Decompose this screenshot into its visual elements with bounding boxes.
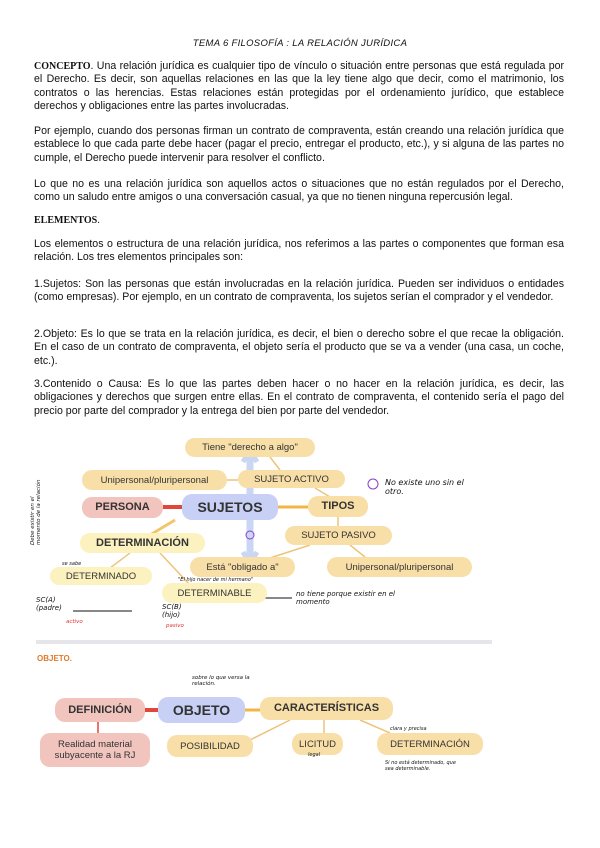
determinable-node: DETERMINABLE (162, 583, 267, 603)
persona-node: PERSONA (82, 497, 163, 518)
concepto-heading: CONCEPTO (34, 61, 91, 72)
elementos-dot: . (97, 214, 101, 226)
note-scb: SC(B) (hijo) (162, 603, 182, 619)
contenido-paragraph: 3.Contenido o Causa: Es lo que las partes deben hacer o no hacer en la relación jurídica, es decir, las obligaciones y derechos que surgen entre ellas. En el contrato de compraventa, el contenido sería el pago del precio por parte del comprador y la entrega del bien por parte del vendedor. (34, 378, 564, 417)
objeto-node: OBJETO (158, 697, 245, 723)
elementos-label: ELEMENTOS (34, 215, 98, 226)
example-paragraph: Por ejemplo, cuando dos personas firman un contrato de compraventa, están creando una relación jurídica que establece lo que cada parte debe hacer (pagar el precio, entregar el producto, etc.), y si alguna de las partes no cumple, el Derecho puede intervenir para resolver el conflicto. (34, 125, 564, 164)
document-title: TEMA 6 FILOSOFÍA : LA RELACIÓN JURÍDICA (192, 38, 408, 49)
not-relation-paragraph: Lo que no es una relación jurídica son aquellos actos o situaciones que no están regulados por el Derecho, como un saludo entre amigos o una conversación casual, ya que no tienen ninguna repercusión legal. (34, 178, 564, 204)
unipersonal-activo-node: Unipersonal/pluripersonal (82, 470, 227, 490)
note-sca: SC(A) (padre) (36, 596, 62, 612)
elementos-intro: Los elementos o estructura de una relación jurídica, nos referimos a las partes o componentes que forman esa relación. Los tres elementos principales son: (34, 238, 564, 264)
note-no-existe: No existe uno sin el otro. (385, 478, 464, 496)
sujetos-node: SUJETOS (182, 494, 278, 520)
note-si-no-determinado: Si no está determinado, que sea determinable. (385, 760, 456, 772)
note-se-sabe: se sabe (62, 561, 82, 567)
sujeto-activo-node: SUJETO ACTIVO (238, 470, 345, 488)
note-legal: legal (308, 752, 321, 758)
obligado-node: Está "obligado a" (190, 557, 295, 577)
note-activo: activo (66, 619, 83, 625)
note-sobre-lo-que: sobre lo que versa la relación. (192, 675, 250, 687)
objeto-paragraph: 2.Objeto: Es lo que se trata en la relación jurídica, es decir, el bien o derecho sobre el que recae la obligación. En el caso de un contrato de compraventa, el objeto sería el producto que se va a vender (una casa, un coche, etc.). (34, 328, 564, 367)
licitud-node: LICITUD (292, 733, 343, 755)
sujeto-pasivo-node: SUJETO PASIVO (285, 526, 392, 545)
caracteristicas-node: CARACTERÍSTICAS (260, 697, 393, 720)
definicion-node: DEFINICIÓN (55, 698, 145, 722)
tipos-node: TIPOS (308, 496, 368, 517)
determinacion-node: DETERMINACIÓN (80, 533, 205, 553)
unipersonal-pasivo-node: Unipersonal/pluripersonal (327, 557, 472, 577)
note-debe-existir: Debe existir en el momento de la relación (30, 479, 42, 545)
concepto-text: . Una relación jurídica es cualquier tipo de vínculo o situación entre personas que está regulada por el Derecho. Es decir, son aquellas relaciones en las que la ley tiene algo que decir, como el matrimonio, los contratos o las herencias. Estas relaciones están protegidas por el ordenamiento jurídico, que establece derechos y obligaciones entre las partes involucradas. (34, 60, 564, 113)
note-hijo-hermano: "El hijo nacer de mi hermano" (178, 577, 254, 583)
realidad-material-node: Realidad material subyacente a la RJ (40, 733, 150, 767)
sujetos-paragraph: 1.Sujetos: Son las personas que están involucradas en la relación jurídica. Pueden ser individuos o entidades (como empresas). Por ejemplo, en un contrato de compraventa, los sujetos serían el comprador y el vendedor. (34, 278, 564, 304)
note-clara-precisa: clara y precisa (390, 726, 427, 732)
posibilidad-node: POSIBILIDAD (167, 735, 253, 757)
objeto-heading: OBJETO. (37, 654, 72, 663)
note-no-tiene: no tiene porque existir en el momento (296, 590, 395, 606)
note-pasivo: pasivo (166, 623, 184, 629)
determinado-node: DETERMINADO (50, 567, 152, 585)
tiene-derecho-node: Tiene "derecho a algo" (185, 438, 315, 457)
determinacion-objeto-node: DETERMINACIÓN (377, 733, 483, 755)
